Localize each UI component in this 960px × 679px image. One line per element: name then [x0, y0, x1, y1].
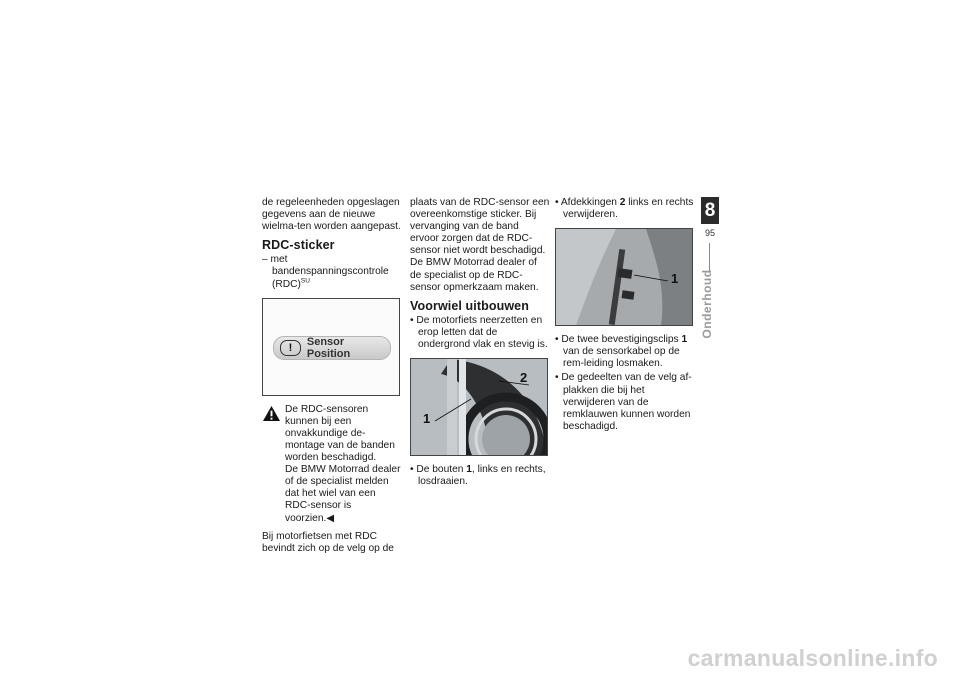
step-tape-rim-text: De gedeelten van de velg af-plakken die bij het verwijderen van de remklauwen kunnen worden beschadigd. — [561, 372, 692, 432]
step-loosen-bolts: • De bouten 1, links en rechts, losdraaien. — [410, 464, 546, 488]
intro-text: de regeleenheden opgeslagen gegevens aan de nieuwe wielma-ten worden aangepast. — [262, 197, 401, 233]
step-release-clips-num: 1 — [681, 334, 688, 346]
step-release-clips-post: van de sensorkabel op de rem-leiding losmaken. — [563, 346, 680, 370]
front-wheel-figure — [410, 358, 548, 456]
sticker-label: Sensor Position — [306, 335, 351, 360]
column-3 — [555, 197, 695, 435]
chapter-number-tab: 8 — [701, 197, 719, 224]
step-loosen-bolts-num: 1 — [466, 464, 472, 476]
step-loosen-bolts-post: , links en rechts, losdraaien. — [418, 464, 546, 488]
step-release-clips-pre: De twee bevestigingsclips — [561, 334, 682, 346]
callout-1: 1 — [423, 411, 431, 427]
column-1 — [262, 197, 402, 561]
rdc-condition-sup: SU — [300, 277, 310, 285]
callout-2: 2 — [520, 370, 528, 386]
warning-text: De RDC-sensoren kunnen bij een onvakkundige de-montage van de banden worden beschadigd. — [285, 403, 395, 464]
warning-block — [262, 404, 402, 525]
callout-1: 1 — [671, 271, 679, 287]
step-park-bike: • De motorfiets neerzetten en erop letten dat de ondergrond vlak en stevig is. — [410, 314, 548, 351]
exclamation-icon: ! — [280, 340, 301, 356]
outro-text: Bij motorfietsen met RDC bevindt zich op de velg op de — [262, 530, 394, 554]
column-2 — [410, 197, 550, 490]
warning-triangle-icon — [262, 405, 281, 422]
rdc-condition-text: met bandenspanningscontrole (RDC) — [270, 254, 389, 290]
sensor-position-sticker — [273, 336, 391, 360]
step-loosen-bolts-pre: De bouten — [416, 464, 467, 476]
warning-text-2: De BMW Motorrad dealer of de specialist melden dat het wiel van een RDC-sensor is voorzien. — [285, 464, 401, 524]
step-remove-covers-num: 2 — [619, 197, 626, 208]
step-park-bike-text: De motorfiets neerzetten en erop letten dat de ondergrond vlak en stevig is. — [416, 314, 548, 351]
page-number: 95 — [704, 228, 715, 238]
sticker-instruction-text: plaats van de RDC-sensor een overeenkomstige sticker. Bij vervanging van de band ervoor zorgen dat de RDC-sensor niet wordt beschadigd. De BMW Motorrad dealer of de specialist op de RDC-sensor opmerkzaam maken. — [410, 197, 550, 293]
rdc-sticker-heading: RDC-sticker — [262, 238, 335, 253]
brake-line-clip-figure — [555, 228, 693, 326]
step-remove-covers: • Afdekkingen 2 links en rechts verwijderen. — [555, 197, 694, 221]
rdc-condition: – met bandenspanningscontrole (RDC)$^{SU}$ — [262, 254, 389, 290]
chapter-title: Onderhoud — [700, 269, 714, 339]
end-mark: ◀ — [326, 512, 335, 524]
step-remove-covers-pre: Afdekkingen — [560, 197, 620, 208]
sensor-sticker-figure — [262, 298, 400, 396]
watermark: carmanualsonline.info — [687, 645, 938, 671]
step-release-clips: • De twee bevestigingsclips 1 van de sensorkabel op de rem-leiding losmaken. — [555, 334, 688, 370]
step-tape-rim: • De gedeelten van de velg af-plakken die bij het verwijderen van de remklauwen kunnen worden beschadigd. — [555, 372, 692, 432]
remove-front-wheel-heading: Voorwiel uitbouwen — [410, 298, 529, 313]
step-remove-covers-post: links en rechts verwijderen. — [563, 197, 694, 221]
